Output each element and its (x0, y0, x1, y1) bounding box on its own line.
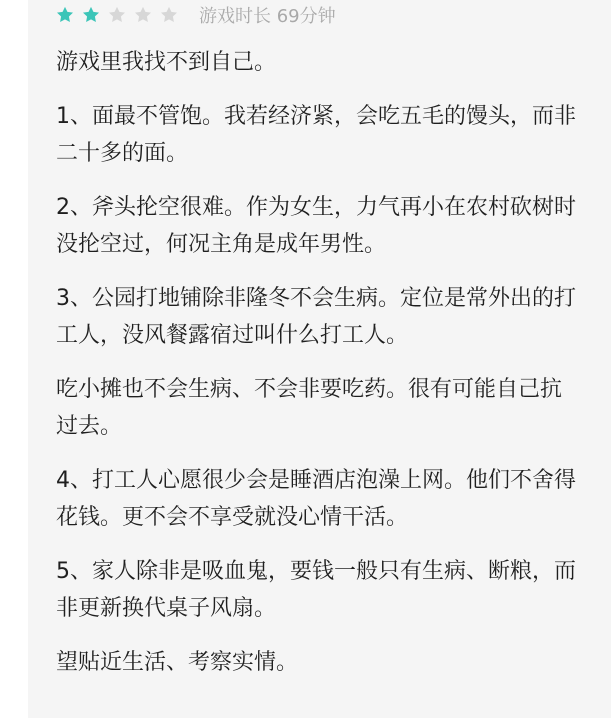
star-empty-icon (107, 5, 127, 25)
review-paragraph: 3、公园打地铺除非隆冬不会生病。定位是常外出的打工人，没风餐露宿过叫什么打工人。 (56, 286, 576, 348)
star-empty-icon (159, 5, 179, 25)
playtime-label: 游戏时长 69分钟 (199, 6, 336, 27)
star-filled-icon (55, 5, 75, 25)
review-paragraph: 2、斧头抡空很难。作为女生，力气再小在农村砍树时没抡空过，何况主角是成年男性。 (56, 195, 576, 257)
review-body (56, 44, 576, 681)
review-paragraph: 游戏里我找不到自己。 (56, 50, 277, 75)
review-paragraph: 望贴近生活、考察实情。 (56, 650, 299, 675)
review-paragraph: 1、面最不管饱。我若经济紧，会吃五毛的馒头，而非二十多的面。 (56, 104, 576, 166)
star-filled-icon (81, 5, 101, 25)
left-gutter (0, 0, 28, 718)
review-paragraph: 吃小摊也不会生病、不会非要吃药。很有可能自己抗过去。 (56, 377, 563, 439)
rating-row (55, 0, 336, 30)
star-empty-icon (133, 5, 153, 25)
review-paragraph: 4、打工人心愿很少会是睡酒店泡澡上网。他们不舍得花钱。更不会不享受就没心情干活。 (56, 468, 576, 530)
review-paragraph: 5、家人除非是吸血鬼，要钱一般只有生病、断粮，而非更新换代桌子风扇。 (56, 559, 576, 621)
